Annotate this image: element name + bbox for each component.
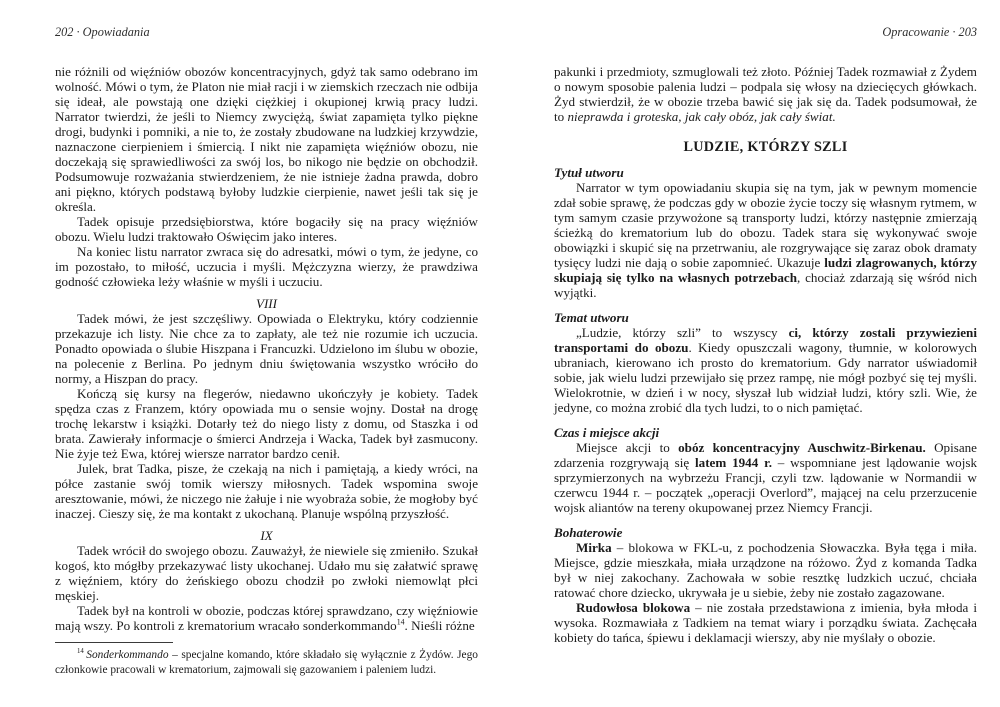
paragraph bbox=[554, 600, 977, 645]
text-segment: , chociaż zdarzają się wśród nich wyjątki. bbox=[554, 270, 977, 300]
paragraph bbox=[554, 180, 977, 300]
text-segment: – wspomniane jest lądowanie wojsk sprzymierzonych na wybrzeżu Francji, czyli tzw. lądowanie w Normandii w czerwcu 1944 r. – początek „operacji Overlord”, mającej na celu przerzucenie wojsk aliantów na tereny okupowanej przez Niemcy Francji. bbox=[554, 455, 978, 515]
text-segment: Mirka bbox=[576, 540, 612, 555]
text-segment: – specjalne komando, które składało się wyłącznie z Żydów. Jego członkowie pracowali w krematorium, zajmowali się gazowaniem i paleniem ludzi. bbox=[55, 649, 478, 676]
text-segment: Na koniec listu narrator zwraca się do adresatki, mówi o tym, że jedyne, co im pozostało, to miłość, uczucia i myśli. Mężczyzna wierzy, że prawdziwa godność człowieka leży właśnie w myśli i uczuciu. bbox=[55, 244, 478, 289]
text-segment: „Ludzie, którzy szli” to wszyscy bbox=[576, 325, 789, 340]
footnote-text bbox=[55, 648, 478, 677]
paragraph bbox=[554, 440, 977, 515]
text-segment: pakunki i przedmioty, szmuglowali też złoto. Później Tadek rozmawiał z Żydem o nowym sposobie palenia ludzi – podpala się włosy na dziecięcych główkach. Żyd stwierdził, że w obozie trzeba bawić się jak się da. Tadek podsumował, że to bbox=[554, 64, 977, 124]
text-segment: – blokowa w FKL-u, z pochodzenia Słowaczka. Była tęga i miła. Miejsce, gdzie mieszkała, miała urządzone na różowo. Żyd z komanda Tadka był w niej zakochany. Zachowała w sobie resztkę ludzkich uczuć, chciała ratować chore dziecko, ukrywała je u siebie, żeby nie zostało zagazowane. bbox=[554, 540, 977, 600]
paragraph bbox=[55, 386, 478, 461]
paragraph bbox=[55, 603, 478, 633]
paragraph bbox=[55, 64, 478, 214]
subheading: Temat utworu bbox=[554, 310, 629, 325]
paragraph bbox=[55, 543, 478, 603]
text-segment: . Nieśli różne bbox=[404, 618, 475, 633]
subheading: Tytuł utworu bbox=[554, 165, 624, 180]
text-segment: . Kiedy opuszczali wagony, tłumnie, w kolorowych ubraniach, kierowano ich prosto do krematorium. Gdy narrator uświadomił sobie, jak wielu ludzi przewijało się przez rampę, nie mógł pozbyć się tej myśli. Wielokrotnie, w dzień i w nocy, słyszał lub widział ludzi, który szli. Wie, że jedyne, co można zrobić dla tych ludzi, to o nich pamiętać. bbox=[554, 340, 977, 415]
running-header-left: 202 · Opowiadania bbox=[55, 25, 150, 39]
paragraph bbox=[55, 214, 478, 244]
text-segment: Miejsce akcji to bbox=[576, 440, 679, 455]
text-segment: nieprawda i groteska, jak cały obóz, jak cały świat. bbox=[567, 109, 836, 124]
roman-heading: IX bbox=[260, 528, 273, 543]
left-page bbox=[55, 26, 478, 677]
text-segment: 14 bbox=[77, 648, 87, 656]
text-segment: latem 1944 r. bbox=[695, 455, 772, 470]
text-segment: Rudowłosa blokowa bbox=[576, 600, 691, 615]
paragraph bbox=[554, 325, 977, 415]
roman-heading: VIII bbox=[255, 296, 278, 311]
text-segment: ludzi zlagrowanych, którzy skupiają się tylko na własnych potrzebach bbox=[554, 255, 977, 285]
text-segment: ci, którzy zostali przywiezieni transportami do obozu bbox=[554, 325, 977, 355]
text-segment: Julek, brat Tadka, pisze, że czekają na nich i pamiętają, a kiedy wróci, na półce zastanie swój tomik wierszy miłosnych. Tadek wspomina swoje aresztowanie, mówi, że niczego nie żałuje i nie wyobraża sobie, że mogłoby być inaczej. Cieszy się, że ma kontakt z ukochaną. Planuje wspólną przyszłość. bbox=[55, 461, 478, 521]
footnote-rule bbox=[55, 642, 173, 643]
subheading: Bohaterowie bbox=[554, 525, 623, 540]
paragraph bbox=[55, 311, 478, 386]
text-segment: Tadek opisuje przedsiębiorstwa, które bogaciły się na pracy więźniów obozu. Wielu ludzi traktowało Oświęcim jako interes. bbox=[55, 214, 478, 244]
paragraph bbox=[55, 244, 478, 289]
text-segment: Narrator w tym opowiadaniu skupia się na tym, jak w pewnym momencie zdał sobie sprawę, że podczas gdy w obozie życie toczy się własnym rytmem, w tym samym czasie przywożone są transporty ludzi, którzy następnie zmierzają ścieżką do krematorium lub do obozu. Tadek stara się wykonywać swoje obowiązki i skupić się na przetrwaniu, ale rozgrywające się zaraz obok dramaty tysięcy ludzi nie dają o sobie zapomnieć. Ukazuje bbox=[554, 180, 977, 270]
right-page-content bbox=[554, 64, 977, 645]
text-segment: – nie została przedstawiona z imienia, była młoda i wysoka. Rozmawiała z Tadkiem na temat wiary i porządku świata. Zachęcała kobiety do tańca, śpiewu i deklamacji wierszy, aby nie myślały o obozie. bbox=[554, 600, 977, 645]
text-segment: Tadek wrócił do swojego obozu. Zauważył, że niewiele się zmieniło. Szukał kogoś, kto mógłby przekazywać listy ukochanej. Udało mu się załatwić sprawę z więźniem, który do żeńskiego obozu chodził po zwłoki niemowląt płci męskiej. bbox=[55, 543, 478, 603]
paragraph bbox=[554, 540, 977, 600]
story-title: LUDZIE, KTÓRZY SZLI bbox=[683, 139, 848, 155]
running-header-right: Opracowanie · 203 bbox=[882, 25, 977, 39]
text-segment: nie różnili od więźniów obozów koncentracyjnych, gdyż tak samo odebrano im wolność. Mówi o tym, że Platon nie miał racji i w ziemskich rzeczach nie odbija się ideał, ale powstają one dzięki ciężkiej i okupionej krwią pracy ludzi. Narrator twierdzi, że jeśli to Niemcy zwyciężą, świat zapamięta tylko piękne drogi, budynki i pomniki, a nie to, że zostały zbudowane na ludzkiej krzywdzie, naznaczone cierpieniem i śmiercią. I nikt nie zapamięta więźniów obozu, nie doczekają się sprawiedliwości za swój los, bo nikogo nie będzie on obchodził. Podsumowuje rozważania stwierdzeniem, że nie istnieje żadna prawda, dobro ani piękno, których podstawą byłoby ludzkie cierpienie, nawet jeśli tak się je określa. bbox=[55, 64, 478, 214]
right-page bbox=[554, 26, 977, 645]
text-segment: Sonderkommando bbox=[86, 649, 169, 661]
text-segment: Tadek był na kontroli w obozie, podczas której sprawdzano, czy więźniowie mają wszy. Po kontroli z krematorium wracało sonderkommando bbox=[55, 603, 478, 633]
text-segment: Tadek mówi, że jest szczęśliwy. Opowiada o Elektryku, który codziennie przekazuje ich listy. Nie chce za to zapłaty, ale też nie rozumie ich uczucia. Ponadto opowiada o ślubie Hiszpana i Francuzki. Udzielono im ślubu w obozie, na polecenie z Berlina. Po jednym dniu świętowania wszystko wróciło do normy, a Hiszpan do pracy. bbox=[55, 311, 478, 386]
text-segment: Kończą się kursy na flegerów, niedawno ukończyły je kobiety. Tadek spędza czas z Franzem, który opowiada mu o sensie wojny. Dostał na drogę trochę lekarstw i książki. Dotarły też do niego listy z domu, od Staszka i od brata. Zawierały informacje o śmierci Andrzeja i Wacka, Tadek był zasmucony. Nie żyje też Ewa, której wiersze narrator bardzo cenił. bbox=[55, 386, 478, 461]
text-segment: Opisane zdarzenia rozgrywają się bbox=[554, 440, 977, 470]
paragraph bbox=[55, 461, 478, 521]
subheading: Czas i miejsce akcji bbox=[554, 425, 660, 440]
text-segment: 14 bbox=[396, 617, 405, 627]
paragraph bbox=[554, 64, 977, 124]
left-page-content bbox=[55, 64, 478, 677]
text-segment: obóz koncentracyjny Auschwitz-Birkenau. bbox=[678, 440, 926, 455]
